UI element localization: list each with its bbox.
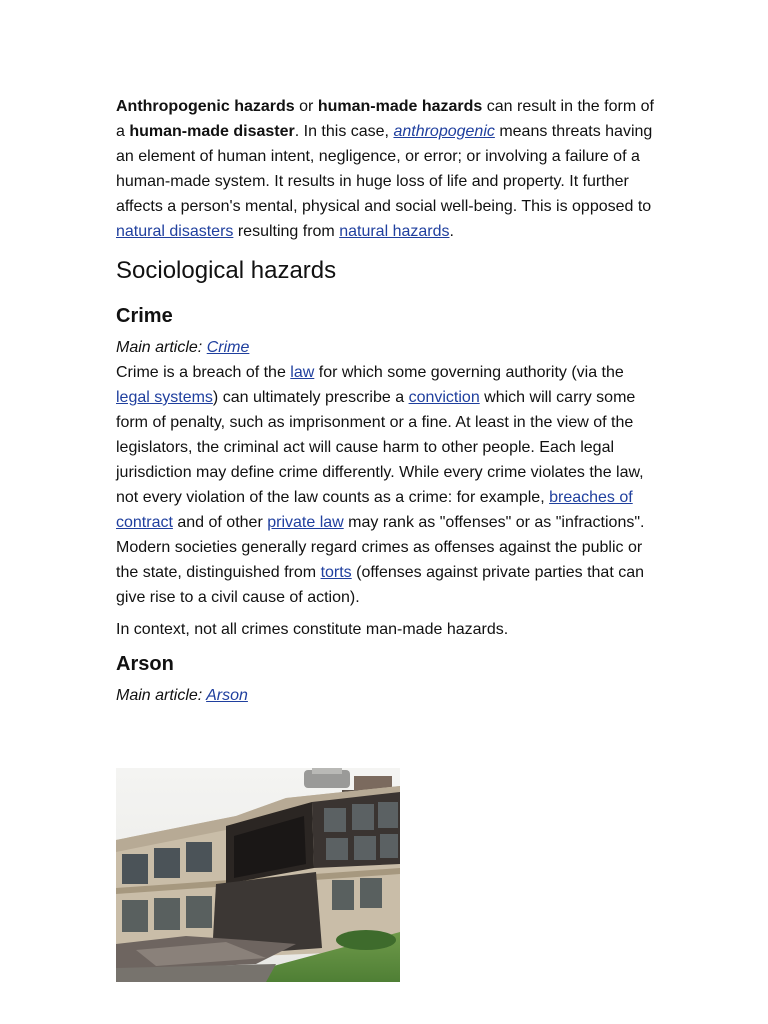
link-crime[interactable]: Crime xyxy=(206,339,250,356)
link-torts[interactable]: torts xyxy=(320,564,352,581)
crime-text: and of other xyxy=(172,514,268,531)
crime-text: ) can ultimately prescribe a xyxy=(212,389,409,406)
link-natural-disasters[interactable]: natural disasters xyxy=(116,223,234,240)
term-human-made-hazards: human-made hazards xyxy=(317,98,483,115)
term-human-made-disaster: human-made disaster xyxy=(129,123,295,140)
term-anthropogenic-hazards: Anthropogenic hazards xyxy=(116,98,295,115)
intro-paragraph xyxy=(116,94,656,244)
crime-paragraph xyxy=(116,360,656,610)
intro-text: . xyxy=(449,223,454,240)
link-anthropogenic[interactable]: anthropogenic xyxy=(393,123,495,140)
crime-text: may rank as "offenses" or as "infractions". Modern societies generally regard crimes as offenses against the public or the state, distinguished from xyxy=(116,514,645,581)
intro-text: means threats having an element of human intent, negligence, or error; or involving a failure of a human-made system. It results in huge loss of life and property. It further affects a person's mental, physical and social well-being. This is opposed to xyxy=(116,123,653,215)
main-article-label: Main article: xyxy=(116,339,207,356)
heading-crime: Crime xyxy=(116,305,173,327)
main-article-label: Main article: xyxy=(116,687,207,704)
link-natural-hazards[interactable]: natural hazards xyxy=(339,223,450,240)
crime-text: (offenses against private parties that can give rise to a civil cause of action). xyxy=(116,564,645,606)
main-article-arson xyxy=(116,683,656,708)
link-law[interactable]: law xyxy=(290,364,315,381)
crime-text: for which some governing authority (via the xyxy=(314,364,624,381)
article-content xyxy=(116,94,656,708)
main-article-crime xyxy=(116,335,656,360)
link-conviction[interactable]: conviction xyxy=(408,389,480,406)
arson-building-photo xyxy=(116,768,400,982)
link-legal-systems[interactable]: legal systems xyxy=(116,389,213,406)
crime-text: which will carry some form of penalty, such as imprisonment or a fine. At least in the view of the legislators, the criminal act will cause harm to other people. Each legal jurisdiction may define crime differently. While every crime violates the law, not every violation of the law counts as a crime: for example, xyxy=(116,389,644,506)
intro-text: . In this case, xyxy=(294,123,394,140)
heading-arson: Arson xyxy=(116,653,174,675)
link-arson[interactable]: Arson xyxy=(206,687,248,704)
intro-text: resulting from xyxy=(233,223,340,240)
context-paragraph: In context, not all crimes constitute man-made hazards. xyxy=(116,621,509,638)
crime-text: Crime is a breach of the xyxy=(116,364,291,381)
section-heading-sociological-hazards: Sociological hazards xyxy=(116,257,337,284)
link-private-law[interactable]: private law xyxy=(267,514,344,531)
link-breaches-of-contract[interactable]: breaches of contract xyxy=(116,489,633,531)
intro-text: or xyxy=(294,98,318,115)
intro-text: can result in the form of a xyxy=(116,98,654,140)
